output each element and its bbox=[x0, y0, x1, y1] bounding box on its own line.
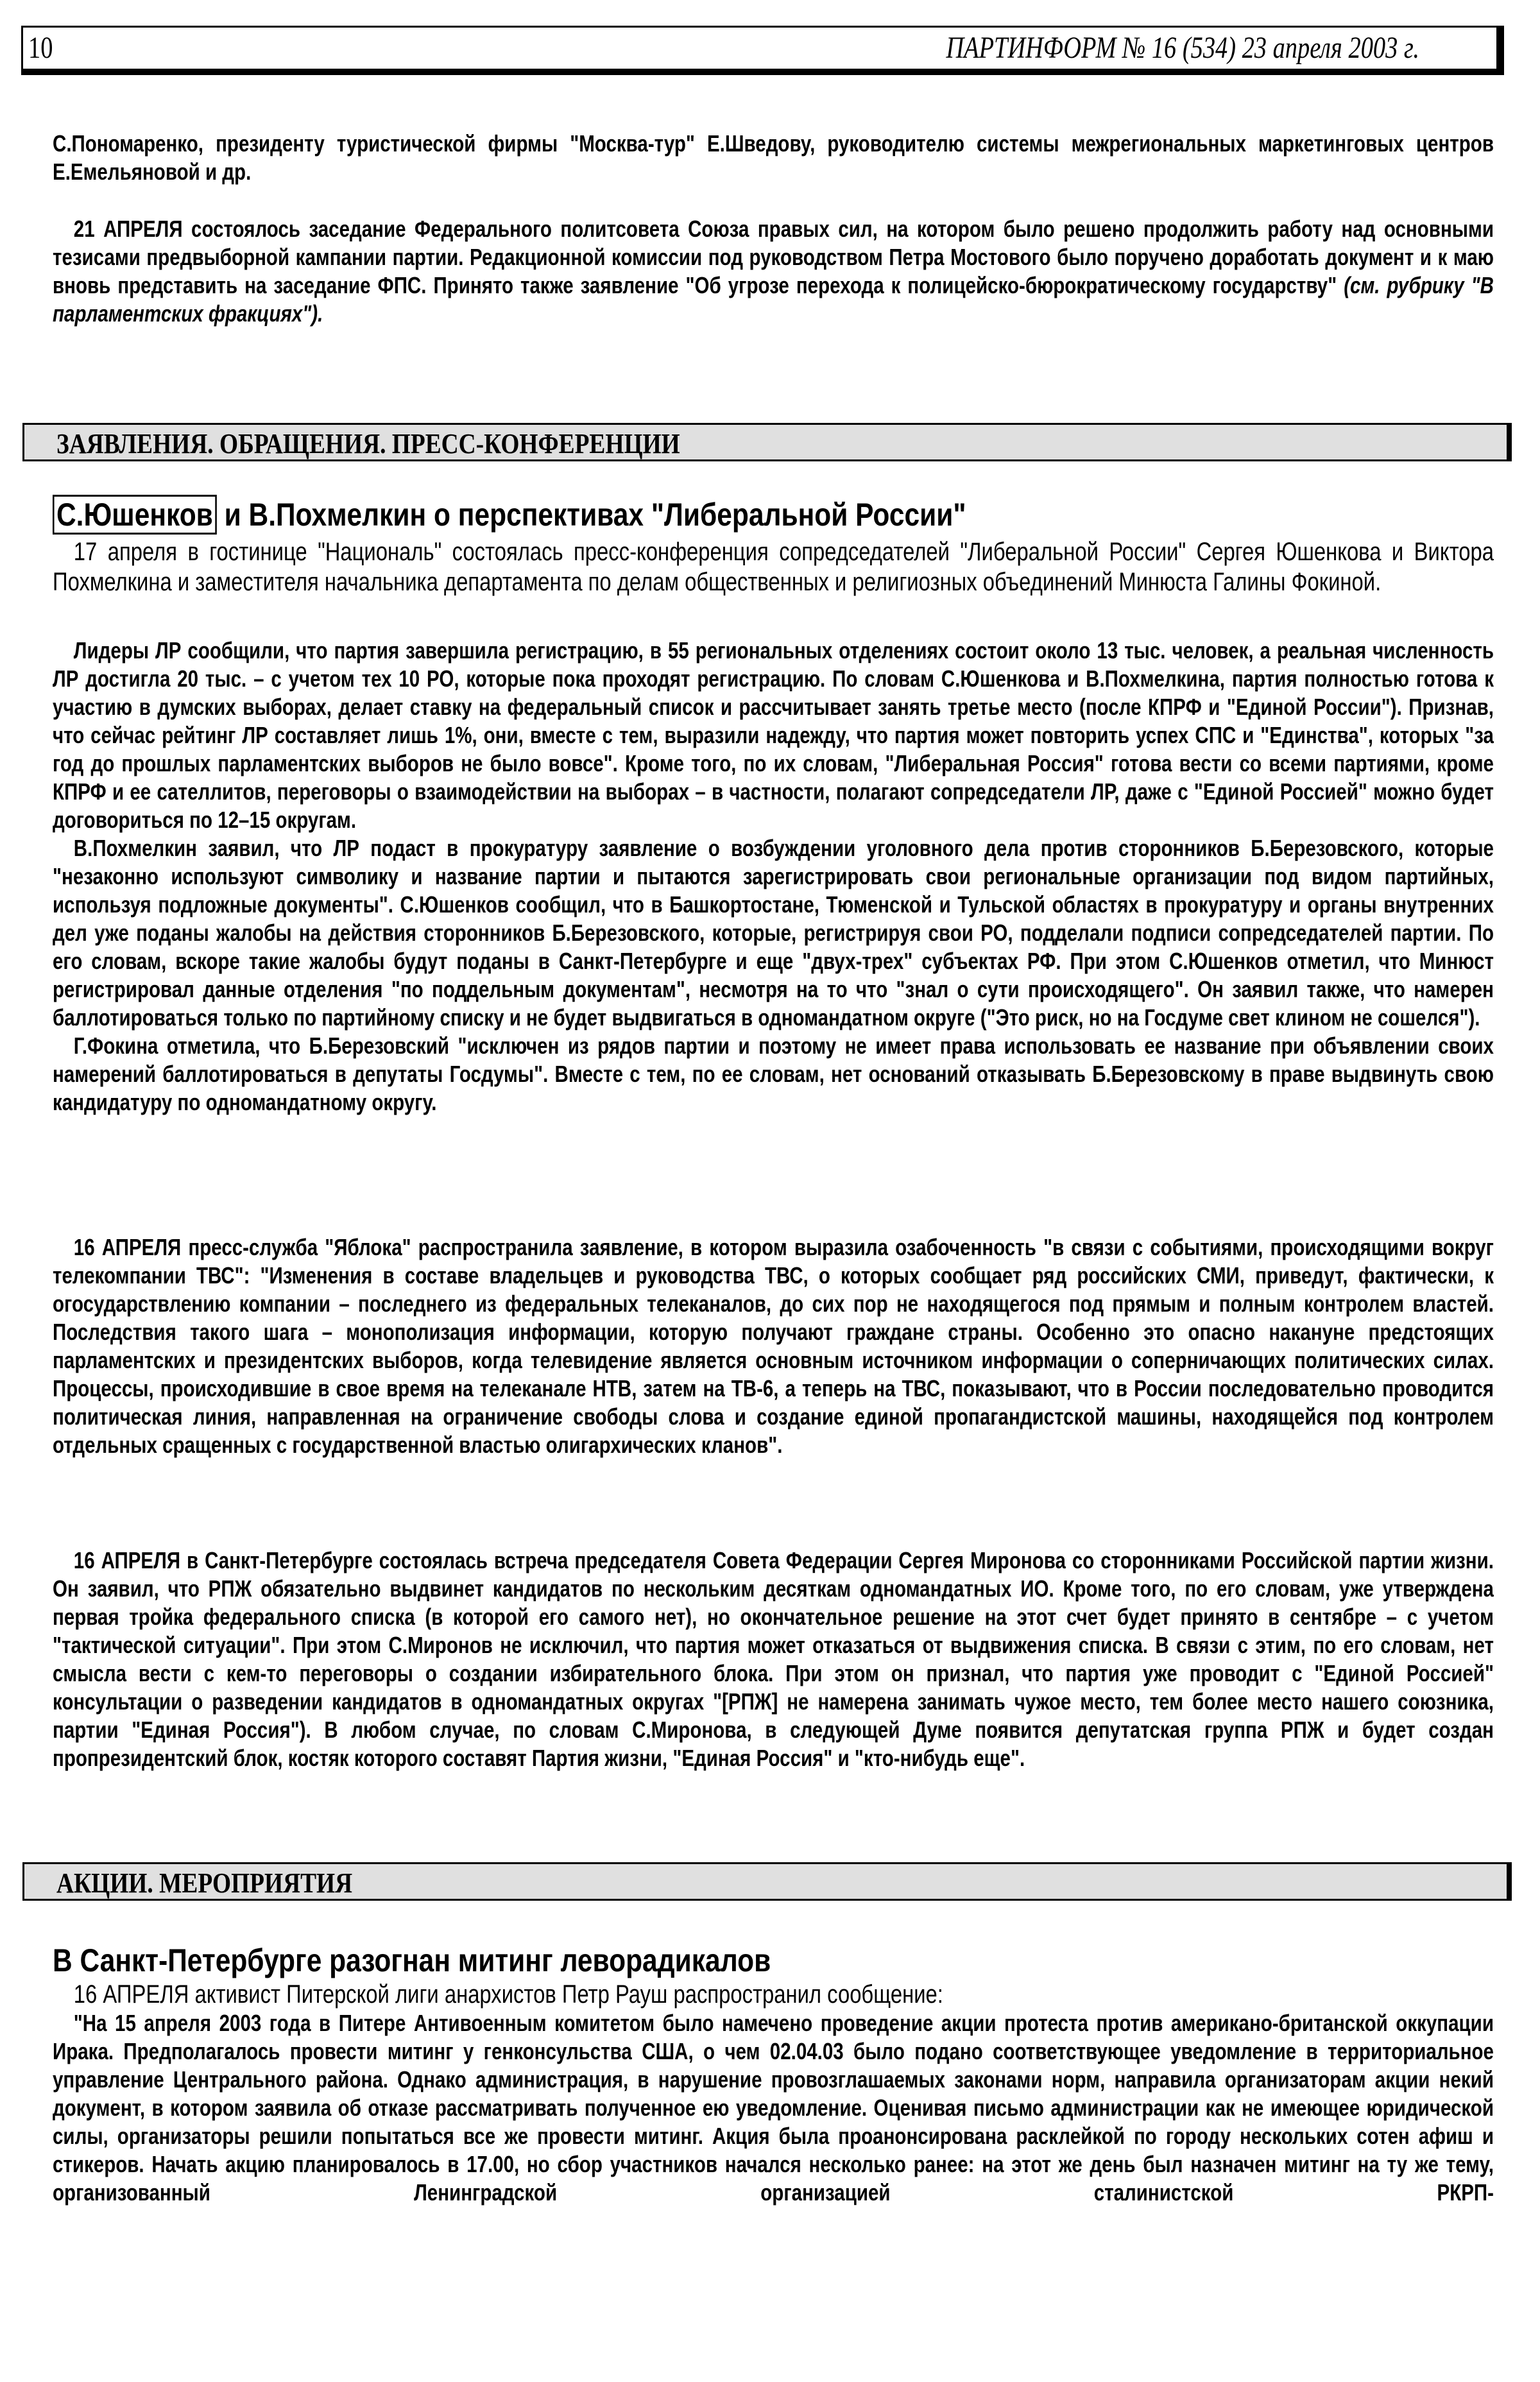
body-paragraph: В.Похмелкин заявил, что ЛР подаст в прокуратуру заявление о возбуждении уголовного дела против сторонников Б.Березовского, которые "незаконно используют символику и название партии и пытаются зарегистрировать свои региональные организации под видом партийных, используя подложные документы". С.Юшенков сообщил, что в Башкортостане, Тюменской и Тульской областях в прокуратуру и органы внутренних дел уже поданы жалобы на действия сторонников Б.Березовского, которые, регистрируя свои РО, подделали подписи сопредседателей партии. По его словам, вскоре такие жалобы будут поданы в Санкт-Петербурге и еще "двух-трех" субъектах РФ. При этом С.Юшенков отметил, что Минюст регистрировал данные отделения "по поддельным документам", несмотря на то что "знал о сути происходящего". Он заявил также, что намерен баллотироваться только по партийному списку и не будет выдвигаться в одномандатном округе ("Это риск, но на Госдуме свет клином не сошелся"). bbox=[53, 835, 1494, 1031]
intro-text: 17 апреля в гостинице "Националь" состоялась пресс-конференция сопредседателей "Либеральной России" Сергея Юшенкова и Виктора Похмелкина и заместителя начальника департамента по делам общественных и религиозных объединений Минюста Галины Фокиной. bbox=[53, 538, 1494, 596]
heading-text: и В.Похмелкин о перспективах "Либеральной России" bbox=[216, 497, 966, 533]
body-paragraph: Лидеры ЛР сообщили, что партия завершила регистрацию, в 55 региональных отделениях состоит около 13 тыс. человек, а реальная численность ЛР достигла 20 тыс. – с учетом тех 10 РО, которые пока проходят регистрацию. По словам С.Юшенкова и В.Похмелкина, партия полностью готова к участию в думских выборах, делает ставку на федеральный список и рассчитывает занять третье место (после КПРФ и "Единой России"). Признав, что сейчас рейтинг ЛР составляет лишь 1%, они, вместе с тем, выразили надежду, что партия может повторить успех СПС и "Единства", которых "за год до прошлых парламентских выборов не было вовсе". Кроме того, по их словам, "Либеральная Россия" готова вести со всеми партиями, кроме КПРФ и ее сателлитов, переговоры о взаимодействии на выборах – в частности, полагают сопредседатели ЛР, даже с "Единой Россией" можно будет договориться по 12–15 округам. bbox=[53, 637, 1494, 833]
section-title: ЗАЯВЛЕНИЯ. ОБРАЩЕНИЯ. ПРЕСС-КОНФЕРЕНЦИИ bbox=[56, 428, 680, 459]
paragraph bbox=[53, 1233, 1494, 1459]
paragraph-text: С.Пономаренко, президенту туристической фирмы "Москва-тур" Е.Шведову, руководителю системы межрегиональных маркетинговых центров Е.Емельяновой и др. bbox=[53, 130, 1494, 185]
article-heading bbox=[53, 496, 966, 533]
paragraph bbox=[53, 215, 1494, 328]
article-intro bbox=[53, 537, 1494, 597]
paragraph bbox=[53, 130, 1494, 186]
article-heading: В Санкт-Петербурге разогнан митинг леворадикалов bbox=[53, 1942, 771, 1978]
body-paragraph: Г.Фокина отметила, что Б.Березовский "исключен из рядов партии и поэтому не имеет права использовать ее название при объявлении своих намерений баллотироваться в депутаты Госдумы". Вместе с тем, по ее словам, нет оснований отказывать Б.Березовскому в праве выдвинуть свою кандидатуру по одномандатному округу. bbox=[53, 1032, 1494, 1115]
paragraph bbox=[53, 1547, 1494, 1772]
section-title: АКЦИИ. МЕРОПРИЯТИЯ bbox=[56, 1867, 353, 1899]
paragraph-text bbox=[53, 215, 1494, 328]
rubric-reference: (см. рубрику "В парламентских фракциях"). bbox=[53, 272, 1494, 327]
body-paragraph: "На 15 апреля 2003 года в Питере Антивоенным комитетом было намечено проведение акции протеста против американо-британской оккупации Ирака. Предполагалось провести митинг у генконсульства США, о чем 02.04.03 было подано соответствующее уведомление в территориальное управление Центрального района. Однако администрация, в нарушение провозглашаемых законами норм, направила организаторам акции некий документ, в котором заявила об отказе рассматривать полученное ею уведомление. Оценивая письмо администрации как не имеющее юридической силы, организаторы решили попытаться все же провести митинг. Акция была проанонсирована расклейкой по городу нескольких сотен афиш и стикеров. Начать акцию планировалось в 17.00, но сбор участников начался несколько ранее: на этот же день был назначен митинг на ту же тему, организованный Ленинградской организацией сталинистской РКРП- bbox=[53, 2010, 1494, 2206]
page-number: 10 bbox=[28, 31, 53, 65]
paragraph-text: 16 АПРЕЛЯ в Санкт-Петербурге состоялась встреча председателя Совета Федерации Сергея Миронова со сторонниками Российской партии жизни. Он заявил, что РПЖ обязательно выдвинет кандидатов по нескольким десяткам одномандатных ИО. Кроме того, по его словам, уже утверждена первая тройка федерального списка (в которой его самого нет), но окончательное решение на этот счет будет принято в сентябре – с учетом "тактической ситуации". При этом С.Миронов не исключил, что партия может отказаться от выдвижения списка. В связи с этим, по его словам, нет смысла вести с кем-то переговоры о создании избирательного блока. При этом он признал, что партия уже проводит с "Единой Россией" консультации о разведении кандидатов в одномандатных округах "[РПЖ] не намерена занимать чужое место, тем более место нашего союзника, партии "Единая Россия"). В любом случае, по словам С.Миронова, в следующей Думе появится депутатская группа РПЖ и будет создан пропрезидентский блок, костяк которого составят Партия жизни, "Единая Россия" и "кто-нибудь еще". bbox=[53, 1547, 1494, 1771]
article-intro bbox=[53, 1980, 1494, 2010]
section-header bbox=[22, 423, 1512, 461]
heading-boxed-name: С.Юшенков bbox=[53, 495, 217, 535]
page-header bbox=[21, 26, 1504, 75]
article-body bbox=[53, 2009, 1494, 2207]
paragraph-text: 16 АПРЕЛЯ пресс-служба "Яблока" распространила заявление, в котором выразила озабоченность "в связи с событиями, происходящими вокруг телекомпании ТВС": "Изменения в составе владельцев и руководства ТВС, о которых сообщает ряд российских СМИ, приведут, фактически, к огосударствлению компании – последнего из федеральных телеканалов, до сих пор не находящегося под прямым и полным контролем властей. Последствия такого шага – монополизация информации, которую получают граждане страны. Особенно это опасно накануне предстоящих парламентских и президентских выборов, когда телевидение является основным источником информации о соперничающих политических силах. Процессы, происходившие в свое время на телеканале НТВ, затем на ТВ-6, а теперь на ТВС, показывают, что в России последовательно проводится политическая линия, направленная на ограничение свободы слова и создание единой пропагандистской машины, находящейся под контролем отдельных сращенных с государственной властью олигархических кланов". bbox=[53, 1234, 1494, 1458]
intro-text: 16 АПРЕЛЯ активист Питерской лиги анархистов Петр Рауш распространил сообщение: bbox=[73, 1980, 943, 2009]
article-body bbox=[53, 637, 1494, 1117]
paragraph-main: 21 АПРЕЛЯ состоялось заседание Федерального политсовета Союза правых сил, на котором было решено продолжить работу над основными тезисами предвыборной кампании партии. Редакционной комиссии под руководством Петра Мостового было поручено доработать документ и к маю вновь представить на заседание ФПС. Принято также заявление "Об угрозе перехода к полицейско-бюрократическому государству" bbox=[53, 216, 1494, 298]
publication-title: ПАРТИНФОРМ № 16 (534) 23 апреля 2003 г. bbox=[946, 31, 1419, 65]
section-header bbox=[22, 1862, 1512, 1901]
